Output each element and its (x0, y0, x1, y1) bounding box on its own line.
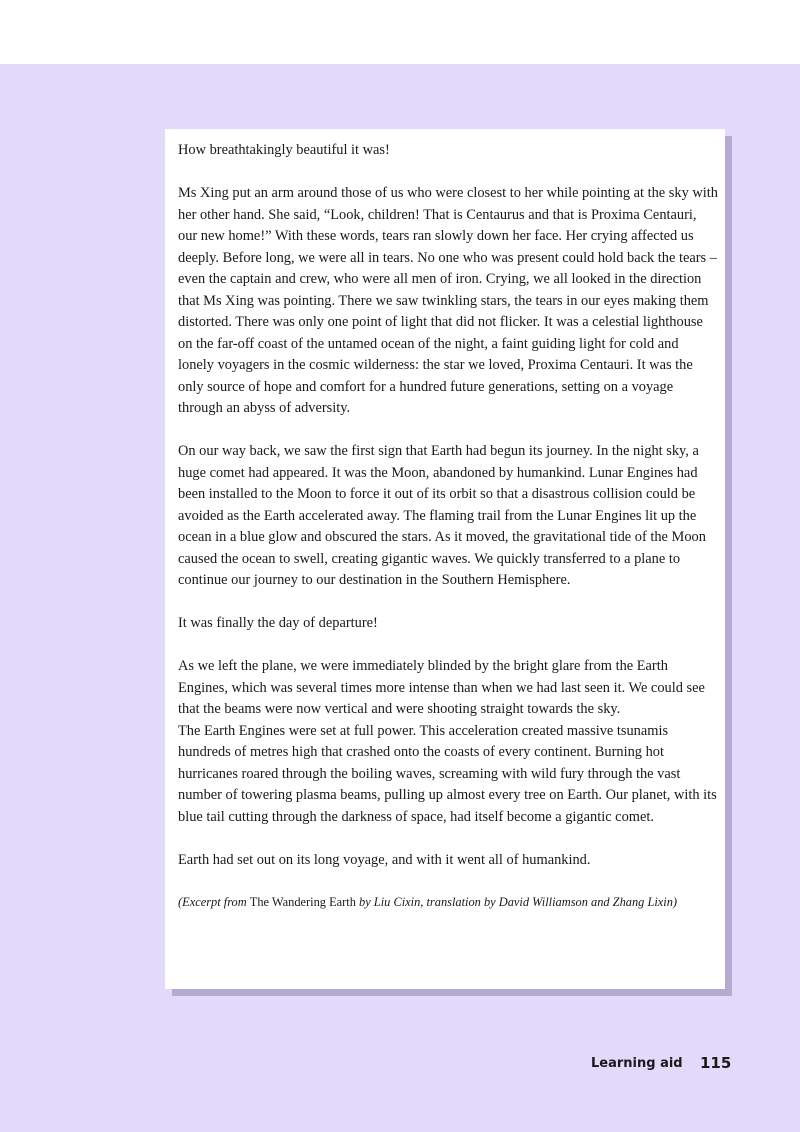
page-number: 115 (700, 1054, 732, 1072)
footer-section-label: Learning aid (591, 1056, 683, 1071)
paragraph-5b: The Earth Engines were set at full power. This acceleration created massive tsunamis hundreds of metres high that crashed onto the coasts of every continent. Burning hot hurricanes roared through the boiling waves, screaming with wild fury through the vast number of towering plasma beams, pulling up almost every tree on Earth. Our planet, with its blue tail cutting through the darkness of space, had itself become a gigantic comet. (178, 722, 717, 825)
source-credit (178, 893, 718, 911)
credit-title: The Wandering Earth (249, 894, 356, 909)
credit-prefix: (Excerpt from (178, 894, 250, 909)
excerpt-text (178, 140, 718, 932)
paragraph-4: It was finally the day of departure! (178, 615, 378, 631)
credit-suffix: by Liu Cixin, translation by David Williamson and Zhang Lixin) (355, 894, 678, 909)
paragraph-6: Earth had set out on its long voyage, and with it went all of humankind. (178, 851, 591, 868)
paragraph-1: How breathtakingly beautiful it was! (178, 142, 390, 158)
paragraph-3: On our way back, we saw the first sign that Earth had begun its journey. In the night sky, a huge comet had appeared. It was the Moon, abandoned by humankind. Lunar Engines had been installed to the Moon to force it out of its orbit so that a disastrous collision could be avoided as the Earth accelerated away. The flaming trail from the Lunar Engines lit up the ocean in a blue glow and obscured the stars. As it moved, the gravitational tide of the Moon caused the ocean to swell, creating gigantic waves. We quickly transferred to a plane to continue our journey to our destination in the Southern Hemisphere. (178, 443, 706, 588)
paragraph-2: Ms Xing put an arm around those of us who were closest to her while pointing at the sky with her other hand. She said, “Look, children! That is Centaurus and that is Proxima Centauri, our new home!” With these words, tears ran slowly down her face. Her crying affected us deeply. Before long, we were all in tears. No one who was present could hold back the tears – even the captain and crew, who were all men of iron. Crying, we all looked in the direction that Ms Xing was pointing. There we saw twinkling stars, the tears in our eyes making them distorted. There was only one point of light that did not flicker. It was a celestial lighthouse on the far-off coast of the untamed ocean of the night, a faint guiding light for cold and lonely voyagers in the cosmic wilderness: the star we loved, Proxima Centauri. It was the only source of hope and comfort for a hundred future generations, setting on a voyage through an abyss of adversity. (178, 185, 718, 416)
paragraph-5a: As we left the plane, we were immediately blinded by the bright glare from the Earth Engines, which was several times more intense than when we had last seen it. We could see that the beams were now vertical and were shooting straight towards the sky. (178, 658, 705, 717)
